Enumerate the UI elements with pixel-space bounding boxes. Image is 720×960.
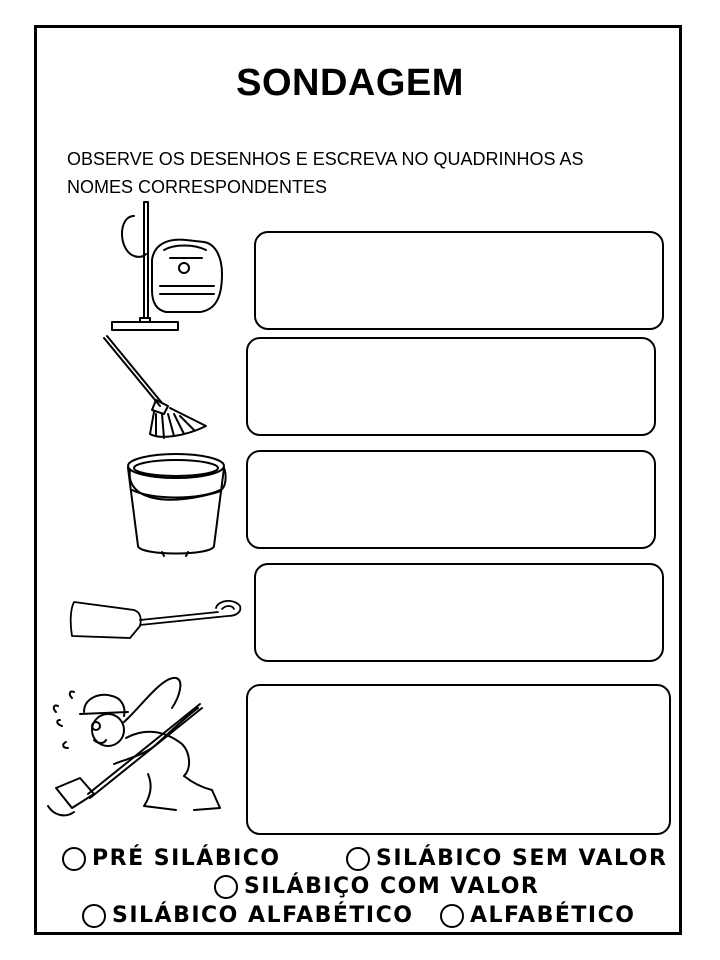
bucket-icon — [122, 448, 232, 560]
broom-icon — [100, 334, 212, 444]
option-label: SILÁBICO ALFABÉTICO — [112, 903, 414, 928]
option-label: SILÁBIÇO COM VALOR — [244, 874, 540, 899]
option-label: ALFABÉTICO — [470, 903, 636, 928]
radio-circle[interactable] — [82, 904, 106, 928]
instruction-text: OBSERVE OS DESENHOS E ESCREVA NO QUADRINHOS AS NOMES CORRESPONDENTES — [67, 149, 584, 197]
answer-box-5[interactable] — [246, 684, 671, 835]
vacuum-cleaner-icon — [104, 198, 228, 336]
option-silabico-alfabetico[interactable] — [82, 903, 413, 928]
option-silabico-com-valor[interactable] — [214, 874, 539, 899]
option-pre-silabico[interactable] — [62, 846, 281, 871]
sweeping-man-icon — [44, 668, 240, 824]
answer-box-2[interactable] — [246, 337, 656, 436]
radio-circle[interactable] — [62, 847, 86, 871]
answer-box-3[interactable] — [246, 450, 656, 549]
option-alfabetico[interactable] — [440, 903, 635, 928]
radio-circle[interactable] — [346, 847, 370, 871]
radio-circle[interactable] — [214, 875, 238, 899]
page-title: SONDAGEM — [236, 62, 464, 104]
answer-box-4[interactable] — [254, 563, 664, 662]
shovel-icon — [68, 596, 244, 644]
option-label: PRÉ SILÁBICO — [92, 846, 281, 871]
option-silabico-sem-valor[interactable] — [346, 846, 667, 871]
radio-circle[interactable] — [440, 904, 464, 928]
answer-box-1[interactable] — [254, 231, 664, 330]
option-label: SILÁBICO SEM VALOR — [376, 846, 668, 871]
